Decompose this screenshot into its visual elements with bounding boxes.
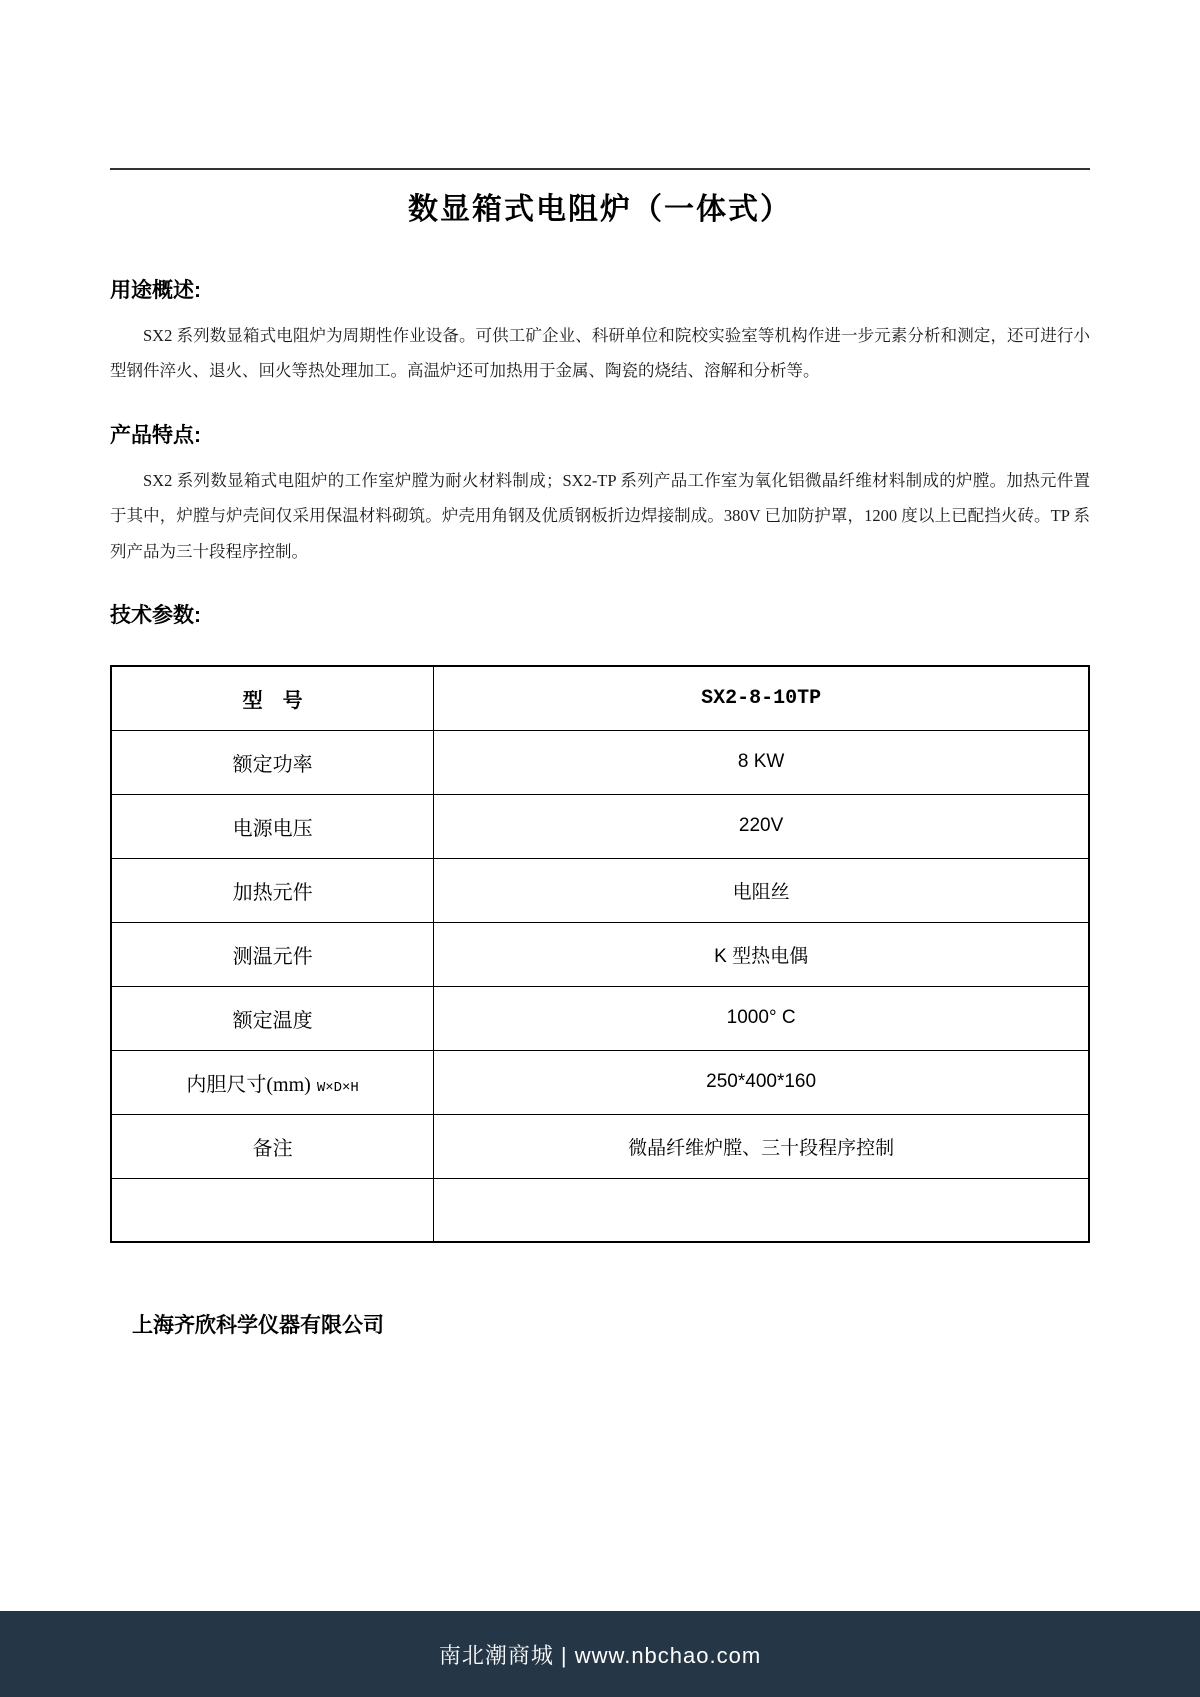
- table-row: [111, 1178, 1089, 1242]
- usage-paragraph: SX2 系列数显箱式电阻炉为周期性作业设备。可供工矿企业、科研单位和院校实验室等机构作进一步元素分析和测定，还可进行小型钢件淬火、退火、回火等热处理加工。高温炉还可加热用于金属、陶瓷的烧结、溶解和分析等。: [110, 326, 1090, 381]
- table-row: [111, 666, 1089, 730]
- table-row: [111, 1050, 1089, 1114]
- spec-label-cell: [111, 1050, 434, 1114]
- page-title: 数显箱式电阻炉（一体式）: [408, 193, 792, 226]
- spec-label: 备注: [252, 1137, 293, 1160]
- spec-value-cell: 8 KW: [434, 730, 1089, 794]
- spec-label-cell: [111, 794, 434, 858]
- spec-value-cell: 电阻丝: [434, 858, 1089, 922]
- section-heading-features: 产品特点:: [110, 423, 201, 447]
- footer-bar: [0, 1611, 1200, 1697]
- table-row: [111, 1114, 1089, 1178]
- section-heading-specs: 技术参数:: [110, 604, 201, 628]
- table-row: [111, 922, 1089, 986]
- features-paragraph: SX2 系列数显箱式电阻炉的工作室炉膛为耐火材料制成；SX2-TP 系列产品工作室为氧化铝微晶纤维材料制成的炉膛。加热元件置于其中，炉膛与炉壳间仅采用保温材料砌筑。炉壳用角钢及优质钢板折边焊接制成。380V 已加防护罩，1200 度以上已配挡火砖。TP 系列产品为三十段程序控制。: [110, 470, 1090, 561]
- spec-label: 测温元件: [232, 945, 313, 968]
- footer-site-text: 南北潮商城 | www.nbchao.com: [438, 1642, 762, 1668]
- spec-label: 型 号: [242, 690, 303, 713]
- spec-label: 加热元件: [232, 881, 313, 904]
- document-content: [0, 168, 1200, 1339]
- table-row: [111, 794, 1089, 858]
- spec-label-cell: [111, 1114, 434, 1178]
- spec-table: [110, 665, 1090, 1243]
- spec-label-cell: [111, 730, 434, 794]
- table-row: [111, 730, 1089, 794]
- top-divider: [110, 168, 1090, 170]
- spec-label-cell: [111, 986, 434, 1050]
- spec-value-cell: 250*400*160: [434, 1050, 1089, 1114]
- spec-value-cell: 220V: [434, 794, 1089, 858]
- spec-label-cell: [111, 1178, 434, 1242]
- spec-value-cell: K 型热电偶: [434, 922, 1089, 986]
- section-heading-usage: 用途概述:: [110, 279, 201, 302]
- spec-label-cell: [111, 922, 434, 986]
- table-row: [111, 858, 1089, 922]
- spec-value-cell: [434, 1178, 1089, 1242]
- spec-value-cell: 微晶纤维炉膛、三十段程序控制: [434, 1114, 1089, 1178]
- spec-label: 电源电压: [232, 817, 313, 840]
- spec-label: 内胆尺寸(mm): [186, 1073, 311, 1096]
- spec-value-cell: 1000° C: [434, 986, 1089, 1050]
- spec-label: 额定温度: [232, 1009, 313, 1032]
- spec-value-cell: SX2-8-10TP: [434, 666, 1089, 730]
- company-name: 上海齐欣科学仪器有限公司: [132, 1314, 384, 1338]
- spec-label-cell: [111, 666, 434, 730]
- spec-label-cell: [111, 858, 434, 922]
- spec-label-suffix: W×D×H: [316, 1079, 359, 1096]
- table-row: [111, 986, 1089, 1050]
- spec-label: 额定功率: [232, 753, 313, 776]
